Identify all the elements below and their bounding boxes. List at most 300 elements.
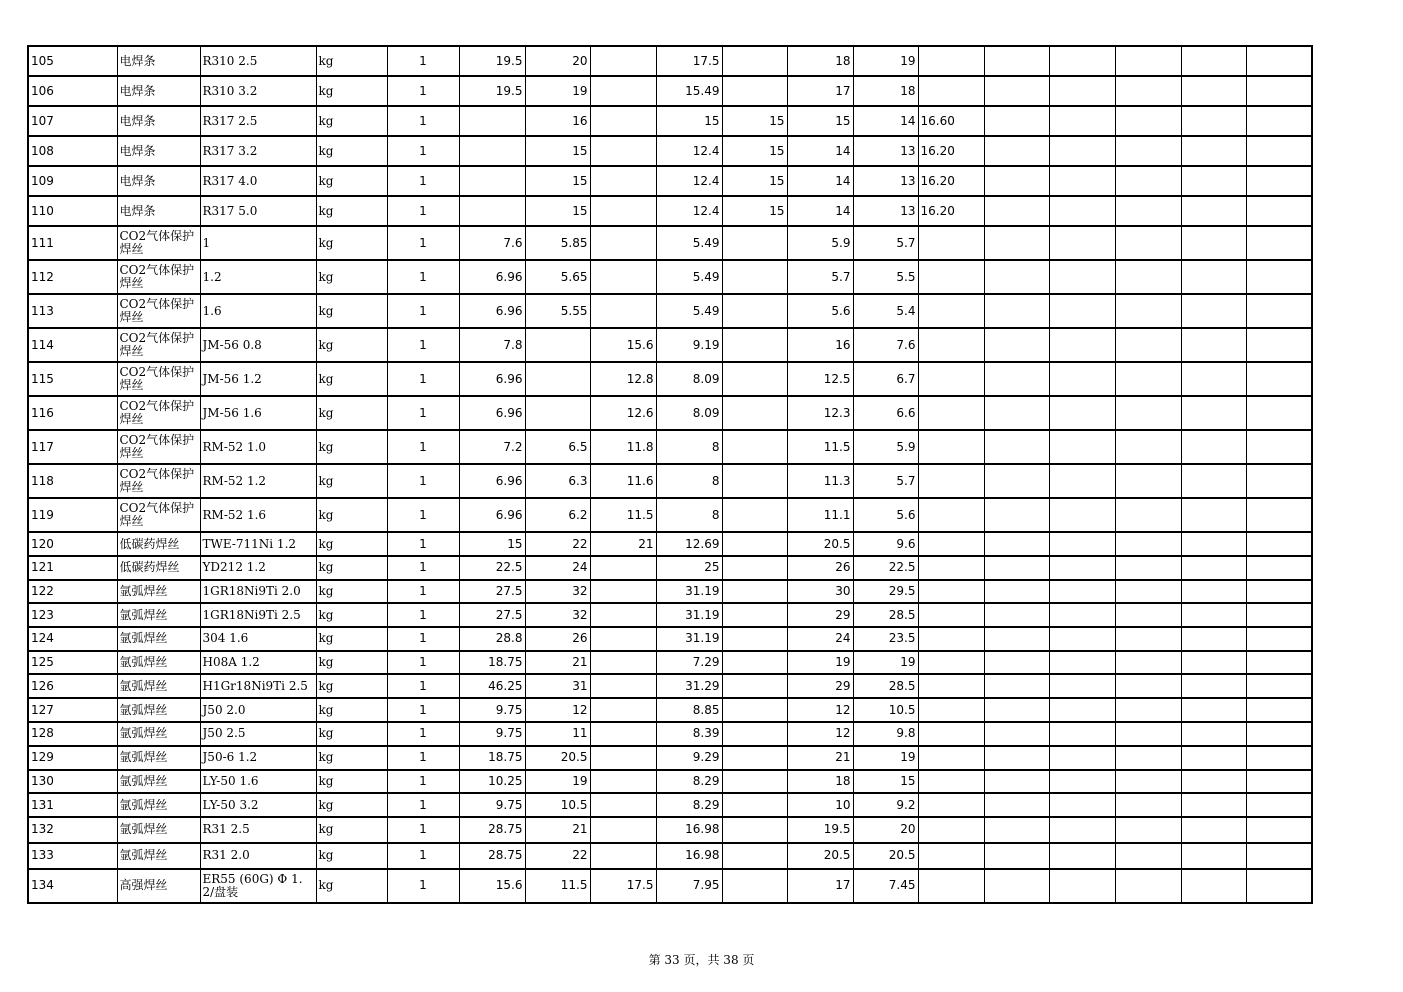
extra-3 [1115, 464, 1181, 498]
extra-4 [1181, 532, 1246, 556]
price-2: 5.55 [525, 294, 590, 328]
extra-4 [1181, 770, 1246, 794]
item-unit: kg [316, 430, 387, 464]
extra-2 [1049, 396, 1115, 430]
price-1: 28.75 [459, 843, 525, 869]
item-name: CO2气体保护焊丝 [117, 294, 200, 328]
price-3 [590, 770, 656, 794]
item-spec: 1GR18Ni9Ti 2.0 [200, 580, 316, 604]
extra-3 [1115, 498, 1181, 532]
extra-1 [984, 603, 1049, 627]
price-4: 15.49 [656, 76, 722, 106]
item-spec: J50 2.0 [200, 698, 316, 722]
price-1: 19.5 [459, 46, 525, 76]
extra-4 [1181, 166, 1246, 196]
price-6: 26 [787, 556, 853, 580]
price-5 [722, 46, 787, 76]
price-1: 9.75 [459, 722, 525, 746]
extra-4 [1181, 430, 1246, 464]
extra-4 [1181, 46, 1246, 76]
price-3 [590, 196, 656, 226]
row-number: 109 [28, 166, 117, 196]
price-5 [722, 722, 787, 746]
row-number: 121 [28, 556, 117, 580]
row-number: 131 [28, 793, 117, 817]
price-5 [722, 362, 787, 396]
table-row [28, 226, 1312, 260]
extra-5 [1246, 603, 1312, 627]
price-2: 19 [525, 770, 590, 794]
price-6: 12 [787, 722, 853, 746]
price-8 [918, 722, 984, 746]
extra-2 [1049, 793, 1115, 817]
extra-3 [1115, 294, 1181, 328]
extra-2 [1049, 106, 1115, 136]
price-8 [918, 746, 984, 770]
price-2 [525, 328, 590, 362]
price-7: 5.9 [853, 430, 918, 464]
extra-2 [1049, 770, 1115, 794]
price-3: 12.6 [590, 396, 656, 430]
price-2: 16 [525, 106, 590, 136]
price-2: 15 [525, 166, 590, 196]
item-name: 氩弧焊丝 [117, 698, 200, 722]
extra-3 [1115, 532, 1181, 556]
item-spec: R310 2.5 [200, 46, 316, 76]
extra-5 [1246, 106, 1312, 136]
price-1: 18.75 [459, 746, 525, 770]
row-number: 119 [28, 498, 117, 532]
price-6: 11.1 [787, 498, 853, 532]
item-unit: kg [316, 674, 387, 698]
price-1: 6.96 [459, 464, 525, 498]
price-4: 5.49 [656, 294, 722, 328]
price-6: 15 [787, 106, 853, 136]
price-5 [722, 793, 787, 817]
extra-3 [1115, 580, 1181, 604]
price-8 [918, 580, 984, 604]
price-8 [918, 328, 984, 362]
table-row [28, 556, 1312, 580]
item-spec: LY-50 1.6 [200, 770, 316, 794]
price-5 [722, 430, 787, 464]
row-number: 126 [28, 674, 117, 698]
item-unit: kg [316, 698, 387, 722]
extra-1 [984, 869, 1049, 903]
extra-1 [984, 817, 1049, 843]
item-unit: kg [316, 556, 387, 580]
extra-2 [1049, 260, 1115, 294]
extra-2 [1049, 651, 1115, 675]
table-row [28, 698, 1312, 722]
extra-4 [1181, 869, 1246, 903]
price-table [27, 45, 1313, 904]
price-8 [918, 674, 984, 698]
price-5 [722, 674, 787, 698]
price-7: 10.5 [853, 698, 918, 722]
price-3 [590, 76, 656, 106]
price-7: 5.7 [853, 226, 918, 260]
item-spec: R31 2.0 [200, 843, 316, 869]
item-qty: 1 [387, 532, 459, 556]
extra-5 [1246, 260, 1312, 294]
extra-2 [1049, 196, 1115, 226]
price-7: 13 [853, 136, 918, 166]
item-unit: kg [316, 226, 387, 260]
extra-3 [1115, 770, 1181, 794]
extra-1 [984, 226, 1049, 260]
item-qty: 1 [387, 746, 459, 770]
extra-4 [1181, 793, 1246, 817]
price-1 [459, 196, 525, 226]
extra-4 [1181, 196, 1246, 226]
extra-2 [1049, 698, 1115, 722]
item-unit: kg [316, 651, 387, 675]
price-8 [918, 556, 984, 580]
extra-5 [1246, 328, 1312, 362]
item-unit: kg [316, 498, 387, 532]
price-3 [590, 580, 656, 604]
extra-2 [1049, 46, 1115, 76]
item-name: 电焊条 [117, 106, 200, 136]
row-number: 132 [28, 817, 117, 843]
extra-5 [1246, 869, 1312, 903]
price-5: 15 [722, 196, 787, 226]
table-row [28, 430, 1312, 464]
row-number: 112 [28, 260, 117, 294]
price-2: 20 [525, 46, 590, 76]
row-number: 114 [28, 328, 117, 362]
item-name: 低碳药焊丝 [117, 556, 200, 580]
price-3 [590, 46, 656, 76]
extra-5 [1246, 627, 1312, 651]
item-qty: 1 [387, 196, 459, 226]
table-row [28, 532, 1312, 556]
extra-3 [1115, 136, 1181, 166]
price-2: 15 [525, 196, 590, 226]
extra-4 [1181, 362, 1246, 396]
extra-4 [1181, 627, 1246, 651]
price-4: 7.95 [656, 869, 722, 903]
extra-4 [1181, 843, 1246, 869]
extra-4 [1181, 226, 1246, 260]
price-7: 7.45 [853, 869, 918, 903]
price-1: 7.8 [459, 328, 525, 362]
item-name: CO2气体保护焊丝 [117, 362, 200, 396]
row-number: 125 [28, 651, 117, 675]
extra-5 [1246, 580, 1312, 604]
extra-3 [1115, 793, 1181, 817]
price-5: 15 [722, 106, 787, 136]
item-unit: kg [316, 294, 387, 328]
price-4: 5.49 [656, 226, 722, 260]
price-4: 5.49 [656, 260, 722, 294]
item-qty: 1 [387, 722, 459, 746]
item-qty: 1 [387, 76, 459, 106]
price-8 [918, 396, 984, 430]
extra-5 [1246, 817, 1312, 843]
price-4: 12.4 [656, 136, 722, 166]
table-row [28, 106, 1312, 136]
extra-4 [1181, 580, 1246, 604]
price-6: 5.9 [787, 226, 853, 260]
item-unit: kg [316, 196, 387, 226]
extra-3 [1115, 328, 1181, 362]
price-7: 5.4 [853, 294, 918, 328]
item-spec: H1Gr18Ni9Ti 2.5 [200, 674, 316, 698]
price-5 [722, 603, 787, 627]
extra-1 [984, 396, 1049, 430]
price-7: 13 [853, 166, 918, 196]
extra-3 [1115, 651, 1181, 675]
extra-2 [1049, 294, 1115, 328]
extra-1 [984, 556, 1049, 580]
extra-4 [1181, 136, 1246, 166]
price-2: 11.5 [525, 869, 590, 903]
extra-2 [1049, 328, 1115, 362]
price-5 [722, 746, 787, 770]
item-qty: 1 [387, 430, 459, 464]
row-number: 113 [28, 294, 117, 328]
price-1: 18.75 [459, 651, 525, 675]
price-5 [722, 294, 787, 328]
price-8 [918, 76, 984, 106]
extra-1 [984, 106, 1049, 136]
price-2: 5.65 [525, 260, 590, 294]
item-unit: kg [316, 46, 387, 76]
extra-4 [1181, 396, 1246, 430]
price-1 [459, 136, 525, 166]
extra-2 [1049, 817, 1115, 843]
price-8: 16.20 [918, 196, 984, 226]
price-5 [722, 698, 787, 722]
price-1: 6.96 [459, 294, 525, 328]
item-name: 氩弧焊丝 [117, 746, 200, 770]
price-1: 19.5 [459, 76, 525, 106]
price-7: 5.6 [853, 498, 918, 532]
extra-3 [1115, 396, 1181, 430]
extra-4 [1181, 464, 1246, 498]
extra-3 [1115, 556, 1181, 580]
price-4: 16.98 [656, 843, 722, 869]
extra-2 [1049, 430, 1115, 464]
table-row [28, 674, 1312, 698]
price-4: 8 [656, 464, 722, 498]
price-3 [590, 817, 656, 843]
price-5 [722, 464, 787, 498]
price-2: 26 [525, 627, 590, 651]
price-7: 15 [853, 770, 918, 794]
item-qty: 1 [387, 106, 459, 136]
row-number: 108 [28, 136, 117, 166]
extra-1 [984, 362, 1049, 396]
price-7: 20 [853, 817, 918, 843]
price-3 [590, 556, 656, 580]
page-number: 第 33 页，共 38 页 [648, 953, 755, 967]
price-7: 29.5 [853, 580, 918, 604]
price-2: 15 [525, 136, 590, 166]
price-3: 17.5 [590, 869, 656, 903]
price-4: 7.29 [656, 651, 722, 675]
price-5 [722, 817, 787, 843]
item-spec: R317 2.5 [200, 106, 316, 136]
item-spec: ER55 (60G) Φ 1.2/盘装 [200, 869, 316, 903]
item-name: 电焊条 [117, 166, 200, 196]
price-3 [590, 627, 656, 651]
price-8 [918, 698, 984, 722]
extra-5 [1246, 464, 1312, 498]
table-row [28, 627, 1312, 651]
item-name: CO2气体保护焊丝 [117, 464, 200, 498]
price-7: 5.5 [853, 260, 918, 294]
price-3 [590, 651, 656, 675]
extra-5 [1246, 843, 1312, 869]
price-4: 15 [656, 106, 722, 136]
item-spec: 1GR18Ni9Ti 2.5 [200, 603, 316, 627]
price-2: 19 [525, 76, 590, 106]
item-unit: kg [316, 532, 387, 556]
item-qty: 1 [387, 328, 459, 362]
row-number: 107 [28, 106, 117, 136]
price-8 [918, 362, 984, 396]
price-1: 7.6 [459, 226, 525, 260]
extra-5 [1246, 651, 1312, 675]
item-spec: 1.6 [200, 294, 316, 328]
table-body [28, 46, 1312, 903]
item-unit: kg [316, 627, 387, 651]
row-number: 129 [28, 746, 117, 770]
price-1: 7.2 [459, 430, 525, 464]
price-8 [918, 793, 984, 817]
price-6: 20.5 [787, 532, 853, 556]
item-unit: kg [316, 817, 387, 843]
price-5 [722, 532, 787, 556]
extra-3 [1115, 196, 1181, 226]
extra-4 [1181, 722, 1246, 746]
item-unit: kg [316, 106, 387, 136]
item-unit: kg [316, 603, 387, 627]
item-spec: 1 [200, 226, 316, 260]
table-row [28, 869, 1312, 903]
price-2: 22 [525, 532, 590, 556]
extra-1 [984, 76, 1049, 106]
extra-3 [1115, 46, 1181, 76]
item-spec: R31 2.5 [200, 817, 316, 843]
price-5 [722, 76, 787, 106]
price-8 [918, 430, 984, 464]
extra-3 [1115, 674, 1181, 698]
item-qty: 1 [387, 396, 459, 430]
item-name: 氩弧焊丝 [117, 674, 200, 698]
price-6: 14 [787, 166, 853, 196]
table-row [28, 362, 1312, 396]
row-number: 115 [28, 362, 117, 396]
price-5 [722, 260, 787, 294]
item-qty: 1 [387, 793, 459, 817]
price-2: 31 [525, 674, 590, 698]
price-2: 21 [525, 817, 590, 843]
price-3 [590, 746, 656, 770]
price-7: 18 [853, 76, 918, 106]
price-6: 14 [787, 136, 853, 166]
item-spec: RM-52 1.2 [200, 464, 316, 498]
price-4: 31.29 [656, 674, 722, 698]
extra-3 [1115, 76, 1181, 106]
item-spec: JM-56 1.2 [200, 362, 316, 396]
item-spec: 304 1.6 [200, 627, 316, 651]
extra-3 [1115, 746, 1181, 770]
price-5 [722, 843, 787, 869]
item-qty: 1 [387, 627, 459, 651]
price-3 [590, 106, 656, 136]
price-8: 16.20 [918, 136, 984, 166]
item-spec: R317 4.0 [200, 166, 316, 196]
item-spec: R317 3.2 [200, 136, 316, 166]
item-name: CO2气体保护焊丝 [117, 396, 200, 430]
price-6: 16 [787, 328, 853, 362]
price-8 [918, 770, 984, 794]
extra-5 [1246, 430, 1312, 464]
table-row [28, 76, 1312, 106]
row-number: 116 [28, 396, 117, 430]
row-number: 123 [28, 603, 117, 627]
price-3: 11.5 [590, 498, 656, 532]
row-number: 134 [28, 869, 117, 903]
extra-1 [984, 770, 1049, 794]
price-8: 16.20 [918, 166, 984, 196]
extra-4 [1181, 603, 1246, 627]
extra-2 [1049, 498, 1115, 532]
table-row [28, 843, 1312, 869]
extra-3 [1115, 106, 1181, 136]
item-qty: 1 [387, 603, 459, 627]
price-1: 28.8 [459, 627, 525, 651]
extra-4 [1181, 698, 1246, 722]
item-unit: kg [316, 260, 387, 294]
item-name: CO2气体保护焊丝 [117, 226, 200, 260]
price-6: 5.7 [787, 260, 853, 294]
price-4: 25 [656, 556, 722, 580]
extra-1 [984, 46, 1049, 76]
price-3 [590, 722, 656, 746]
extra-2 [1049, 674, 1115, 698]
extra-2 [1049, 226, 1115, 260]
item-spec: RM-52 1.6 [200, 498, 316, 532]
extra-1 [984, 674, 1049, 698]
price-8 [918, 260, 984, 294]
item-qty: 1 [387, 556, 459, 580]
price-8 [918, 627, 984, 651]
price-7: 28.5 [853, 674, 918, 698]
price-1 [459, 166, 525, 196]
extra-4 [1181, 106, 1246, 136]
price-3: 12.8 [590, 362, 656, 396]
item-qty: 1 [387, 651, 459, 675]
row-number: 124 [28, 627, 117, 651]
item-name: 氩弧焊丝 [117, 651, 200, 675]
price-6: 10 [787, 793, 853, 817]
row-number: 133 [28, 843, 117, 869]
item-spec: J50 2.5 [200, 722, 316, 746]
price-7: 20.5 [853, 843, 918, 869]
item-name: 氩弧焊丝 [117, 627, 200, 651]
price-5 [722, 869, 787, 903]
price-4: 31.19 [656, 627, 722, 651]
table-row [28, 651, 1312, 675]
price-2: 6.3 [525, 464, 590, 498]
row-number: 105 [28, 46, 117, 76]
extra-1 [984, 136, 1049, 166]
